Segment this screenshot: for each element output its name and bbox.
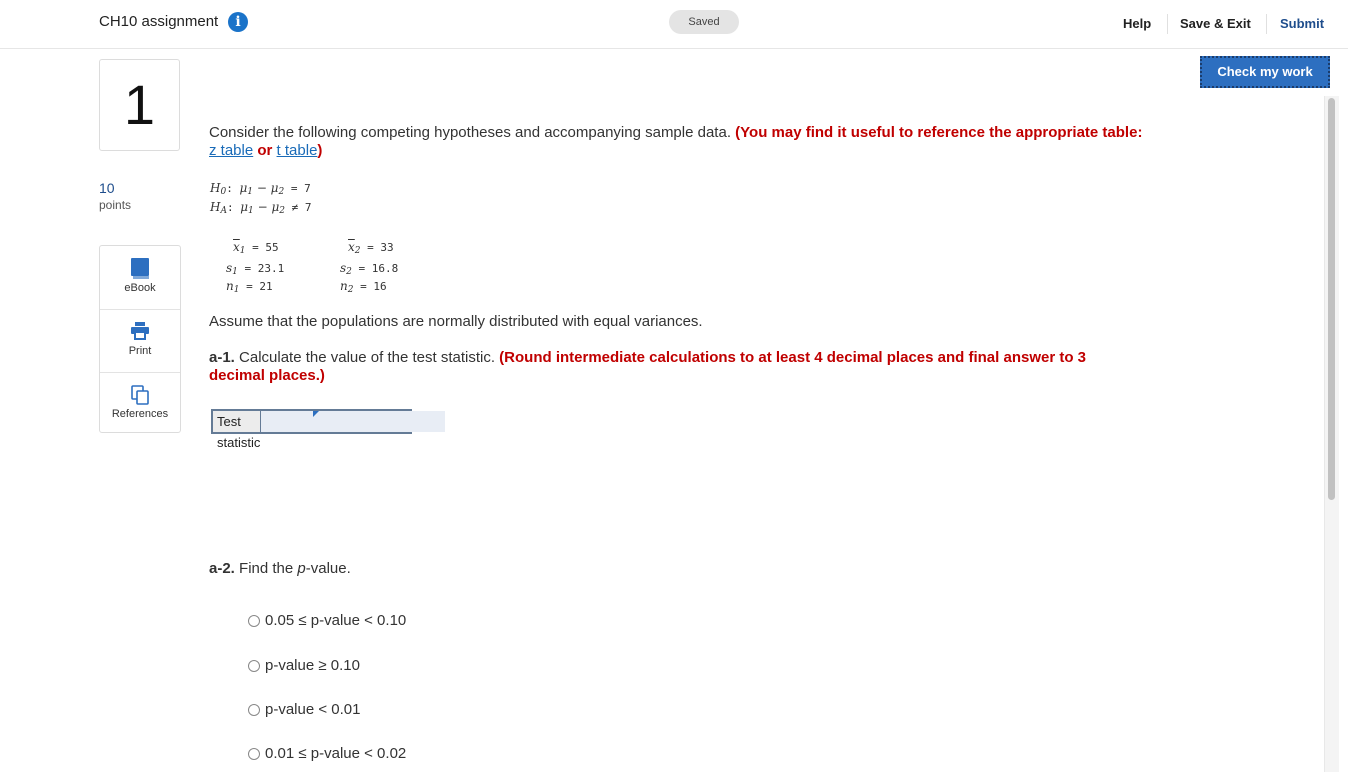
part-a1 — [209, 349, 1129, 385]
question-intro — [209, 124, 1149, 160]
intro-text: Consider the following competing hypotheses and accompanying sample data. — [209, 124, 731, 141]
help-link[interactable]: Help — [1123, 16, 1152, 31]
sample2-xbar-value: 33 — [380, 241, 394, 254]
info-icon[interactable]: i — [228, 12, 248, 32]
ha-lhs: μ1 − μ2 — [240, 200, 285, 216]
assignment-title: CH10 assignment — [99, 13, 219, 30]
option-label: 0.01 ≤ p-value < 0.02 — [265, 745, 407, 762]
ebook-button[interactable] — [100, 246, 180, 308]
a1-label: a-1. — [209, 349, 235, 366]
points-value: 10 — [99, 180, 115, 196]
sample2-s-value: 16.8 — [371, 262, 399, 275]
a2-text-post: -value. — [305, 560, 351, 577]
t-table-link[interactable]: t table — [276, 142, 318, 159]
check-my-work-button[interactable]: Check my work — [1200, 56, 1330, 88]
sample2-s: s2 = 16.8 — [340, 261, 399, 277]
sample1-n-value: 21 — [259, 280, 273, 293]
assumption-text: Assume that the populations are normally distributed with equal variances. — [209, 313, 703, 330]
h0-value: 7 — [304, 182, 311, 195]
copy-icon — [131, 385, 149, 405]
pvalue-option[interactable] — [248, 701, 361, 718]
radio-button[interactable] — [248, 704, 260, 716]
question-tools — [99, 245, 181, 433]
sample1-s-value: 23.1 — [257, 262, 285, 275]
pvalue-option[interactable] — [248, 612, 406, 629]
option-label: p-value ≥ 0.10 — [265, 657, 360, 674]
pvalue-option[interactable] — [248, 657, 360, 674]
header-divider — [1266, 14, 1267, 34]
scrollbar-thumb[interactable] — [1328, 98, 1335, 500]
references-button[interactable] — [100, 372, 180, 435]
table-note-text: (You may find it useful to reference the appropriate table: — [735, 124, 1143, 141]
radio-button[interactable] — [248, 748, 260, 760]
book-icon — [131, 258, 149, 280]
ha-op: ≠ — [291, 201, 299, 214]
ebook-label: eBook — [124, 282, 156, 294]
submit-link[interactable]: Submit — [1280, 16, 1325, 31]
print-button[interactable] — [100, 309, 180, 372]
sample1-s: s1 = 23.1 — [226, 261, 285, 277]
header-divider — [1167, 14, 1168, 34]
question-number: 1 — [99, 59, 180, 151]
sample1-xbar-value: 55 — [265, 241, 279, 254]
h0-lhs: μ1 − μ2 — [239, 181, 285, 197]
print-label: Print — [128, 345, 152, 357]
a2-label: a-2. — [209, 560, 235, 577]
sample2-n: n2 = 16 — [340, 279, 387, 295]
test-statistic-input[interactable] — [261, 411, 445, 432]
sample1-n: n1 = 21 — [226, 279, 273, 295]
h0-symbol: H0 — [210, 181, 227, 197]
saved-status-badge: Saved — [669, 10, 739, 34]
sample1-xbar: $\overline{x}1 = 55$ — [233, 240, 279, 256]
or-text: or — [257, 142, 273, 159]
radio-button[interactable] — [248, 660, 260, 672]
option-label: 0.05 ≤ p-value < 0.10 — [265, 612, 407, 629]
ha-value: 7 — [304, 201, 312, 214]
pvalue-option[interactable] — [248, 745, 406, 762]
option-label: p-value < 0.01 — [265, 701, 361, 718]
sample2-xbar: $\overline{x}2 = 33$ — [348, 240, 394, 256]
a2-text-pre: Find the — [239, 560, 294, 577]
a1-rounding-note: (Round intermediate calculations to at least 4 decimal places and final answer to 3 decimal places.) — [209, 349, 1087, 384]
test-statistic-label: Test statistic — [213, 411, 261, 432]
ha-symbol: HA — [210, 200, 227, 216]
a1-text: Calculate the value of the test statistic. — [239, 349, 495, 366]
null-hypothesis: H0: μ1 − μ2 = 7 — [210, 181, 311, 197]
scrollbar[interactable] — [1324, 96, 1339, 772]
part-a2 — [209, 560, 351, 578]
radio-button[interactable] — [248, 615, 260, 627]
sample2-n-value: 16 — [373, 280, 387, 293]
h0-op: = — [290, 182, 298, 195]
a2-text-var: p — [297, 560, 306, 577]
note-end: ) — [317, 142, 323, 159]
top-header — [0, 0, 1348, 49]
references-label: References — [111, 408, 169, 420]
alt-hypothesis: HA: μ1 − μ2 ≠ 7 — [210, 200, 312, 216]
points-label: points — [99, 198, 132, 212]
z-table-link[interactable]: z table — [209, 142, 254, 159]
input-corner-marker — [313, 411, 319, 417]
save-exit-link[interactable]: Save & Exit — [1180, 16, 1251, 31]
test-statistic-row — [211, 409, 412, 450]
printer-icon — [131, 322, 149, 340]
